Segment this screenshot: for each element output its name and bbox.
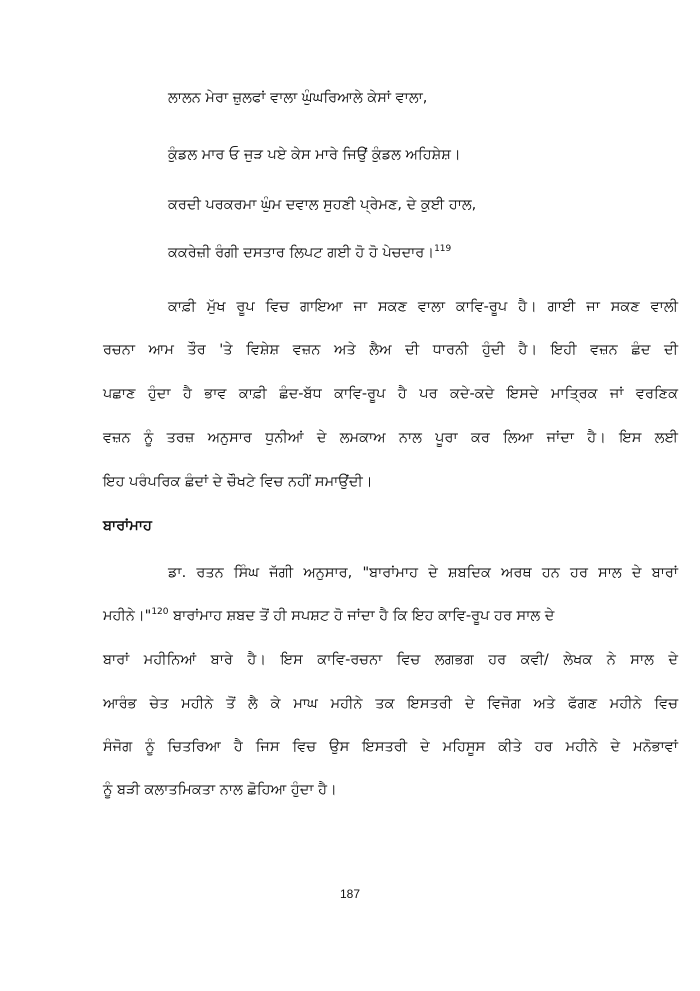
- para2-line-4-text: ਆਰੰਭ ਚੇਤ ਮਹੀਨੇ ਤੋਂ ਲੈ ਕੇ ਮਾਘ ਮਹੀਨੇ ਤਕ ਇਸਤਰੀ ਦੇ ਵਿਜੋਗ ਅਤੇ ਫੱਗਣ ਮਹੀਨੇ ਵਿਚ: [103, 696, 678, 712]
- footnote-ref-120: 120: [151, 607, 169, 618]
- footnote-ref-119: 119: [434, 244, 452, 255]
- para2-line-1-text: ਡਾ. ਰਤਨ ਸਿੰਘ ਜੱਗੀ ਅਨੁਸਾਰ, "ਬਾਰਾਂਮਾਹ ਦੇ ਸ਼ਬਦਿਕ ਅਰਥ ਹਨ ਹਰ ਸਾਲ ਦੇ ਬਾਰਾਂ: [168, 565, 678, 581]
- para1-line-3: [103, 384, 678, 404]
- verse-line-4: [168, 243, 451, 263]
- verse-line-4-text: ਕਕਰੇਜ਼ੀ ਰੰਗੀ ਦਸਤਾਰ ਲਿਪਟ ਗਈ ਹੋ ਹੋ ਪੇਚਦਾਰ।: [168, 245, 435, 261]
- para2-line-2-post: ਬਾਰਾਂਮਾਹ ਸ਼ਬਦ ਤੋਂ ਹੀ ਸਪਸ਼ਟ ਹੋ ਜਾਂਦਾ ਹੈ ਕਿ ਇਹ ਕਾਵਿ-ਰੂਪ ਹਰ ਸਾਲ ਦੇ: [168, 608, 555, 624]
- verse-line-3: ਕਰਦੀ ਪਰਕਰਮਾ ਘੁੰਮ ਦਵਾਲ ਸੁਹਣੀ ਪ੍ਰੇਮਣ, ਦੇ ਕੁਈ ਹਾਲ,: [168, 197, 477, 213]
- para1-line-4: [103, 428, 678, 448]
- para1-line-2-text: ਰਚਨਾ ਆਮ ਤੌਰ 'ਤੇ ਵਿਸ਼ੇਸ਼ ਵਜ਼ਨ ਅਤੇ ਲੈਅ ਦੀ ਧਾਰਨੀ ਹੁੰਦੀ ਹੈ। ਇਹੀ ਵਜ਼ਨ ਛੰਦ ਦੀ: [103, 342, 678, 358]
- para1-line-1: [168, 297, 678, 317]
- para1-line-2: [103, 340, 678, 360]
- verse-line-1: ਲਾਲਨ ਮੇਰਾ ਜ਼ੁਲਫਾਂ ਵਾਲਾ ਘੁੰਘਰਿਆਲੇ ਕੇਸਾਂ ਵਾਲਾ,: [168, 90, 428, 106]
- para2-line-5: [103, 737, 678, 757]
- para2-line-2: [103, 606, 678, 626]
- para2-line-3-text: ਬਾਰਾਂ ਮਹੀਨਿਆਂ ਬਾਰੇ ਹੈ। ਇਸ ਕਾਵਿ-ਰਚਨਾ ਵਿਚ ਲਗਭਗ ਹਰ ਕਵੀ/ ਲੇਖਕ ਨੇ ਸਾਲ ਦੇ: [103, 652, 678, 668]
- para2-line-6: ਨੂੰ ਬੜੀ ਕਲਾਤਮਿਕਤਾ ਨਾਲ ਛੋਹਿਆ ਹੁੰਦਾ ਹੈ।: [103, 782, 337, 798]
- para2-line-1: [168, 563, 678, 583]
- para1-line-5: ਇਹ ਪਰੰਪਰਿਕ ਛੰਦਾਂ ਦੇ ਚੌਖਟੇ ਵਿਚ ਨਹੀਂ ਸਮਾਉਂਦੀ।: [103, 474, 373, 490]
- para1-line-3-text: ਪਛਾਣ ਹੁੰਦਾ ਹੈ ਭਾਵ ਕਾਫ਼ੀ ਛੰਦ-ਬੱਧ ਕਾਵਿ-ਰੂਪ ਹੈ ਪਰ ਕਦੇ-ਕਦੇ ਇਸਦੇ ਮਾਤ੍ਰਿਕ ਜਾਂ ਵਰਣਿਕ: [103, 386, 678, 402]
- page-number: 187: [339, 887, 361, 901]
- para2-line-5-text: ਸੰਜੋਗ ਨੂੰ ਚਿਤਰਿਆ ਹੈ ਜਿਸ ਵਿਚ ਉਸ ਇਸਤਰੀ ਦੇ ਮਹਿਸੂਸ ਕੀਤੇ ਹਰ ਮਹੀਨੇ ਦੇ ਮਨੋਭਾਵਾਂ: [103, 739, 678, 755]
- para2-line-3: [103, 650, 678, 670]
- verse-line-2: ਕੁੰਡਲ ਮਾਰ ਓ ਜੁੜ ਪਏ ਕੇਸ ਮਾਰੇ ਜਿਉਂ ਕੁੰਡਲ ਅਹਿਸ਼ੇਸ਼।: [168, 147, 461, 163]
- section-heading: ਬਾਰਾਂਮਾਹ: [103, 518, 152, 534]
- para1-line-4-text: ਵਜ਼ਨ ਨੂੰ ਤਰਜ਼ ਅਨੁਸਾਰ ਧੁਨੀਆਂ ਦੇ ਲਮਕਾਅ ਨਾਲ ਪੂਰਾ ਕਰ ਲਿਆ ਜਾਂਦਾ ਹੈ। ਇਸ ਲਈ: [103, 430, 678, 446]
- para2-line-4: [103, 694, 678, 714]
- para2-line-2-pre: ਮਹੀਨੇ।": [103, 608, 152, 624]
- para1-line-1-text: ਕਾਫ਼ੀ ਮੁੱਖ ਰੂਪ ਵਿਚ ਗਾਇਆ ਜਾ ਸਕਣ ਵਾਲਾ ਕਾਵਿ-ਰੂਪ ਹੈ। ਗਾਈ ਜਾ ਸਕਣ ਵਾਲੀ: [168, 299, 678, 315]
